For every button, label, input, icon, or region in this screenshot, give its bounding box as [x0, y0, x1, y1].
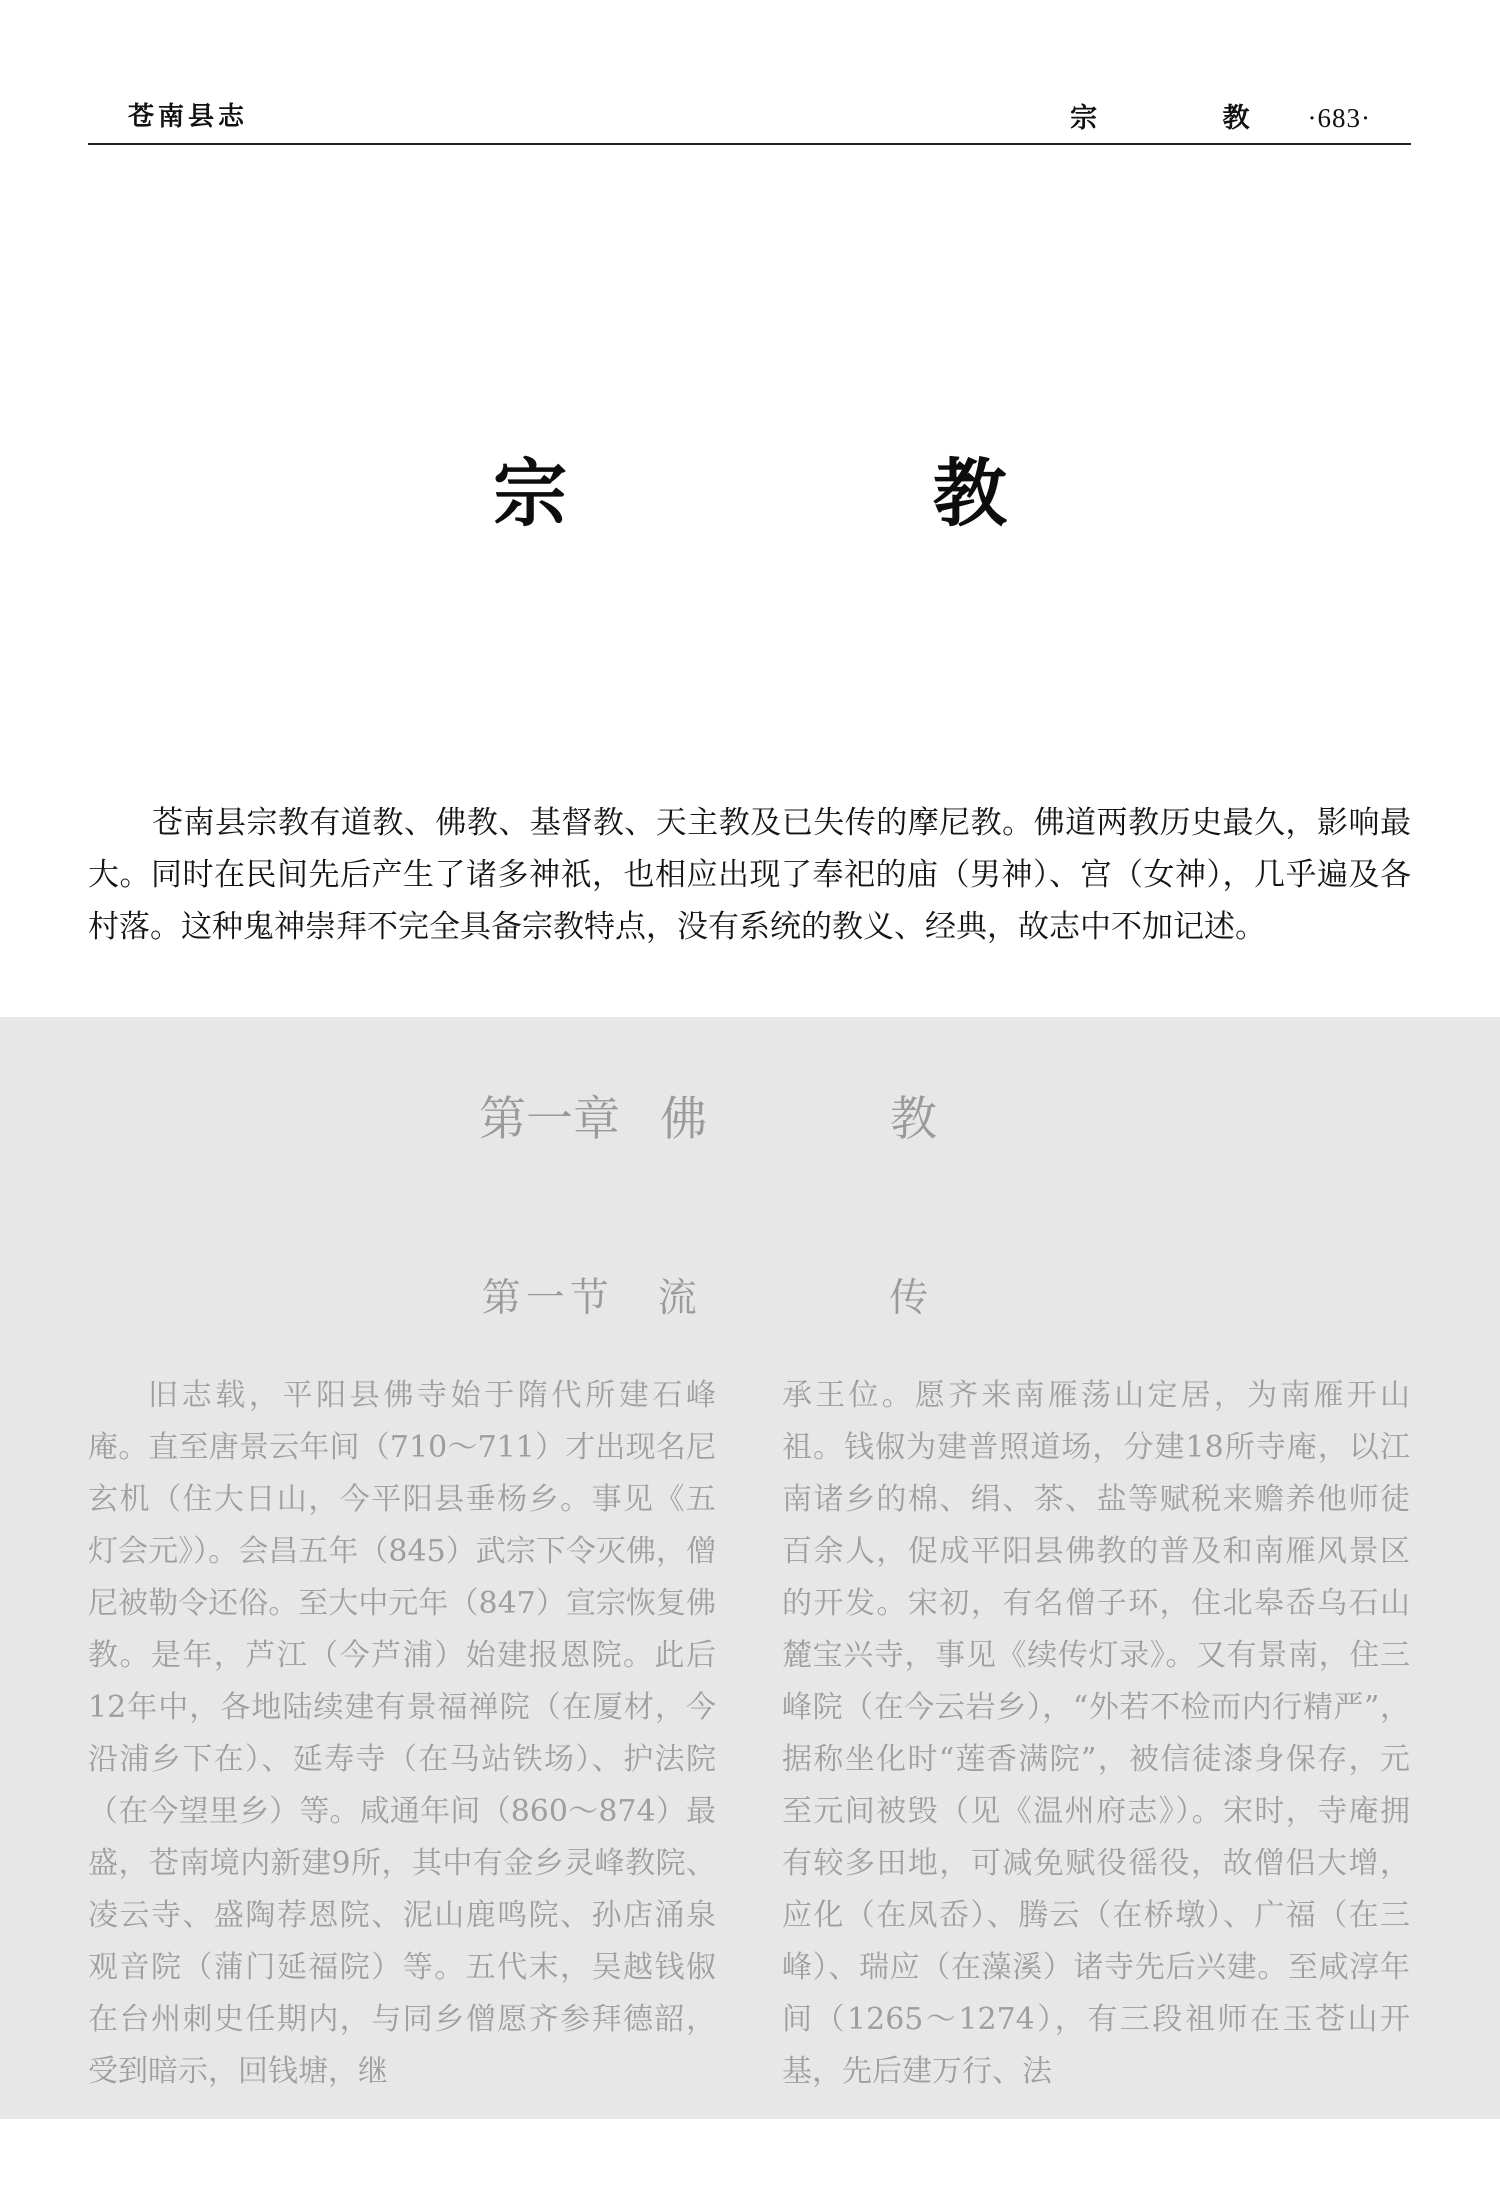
body-paragraph-continued: 承王位。愿齐来南雁荡山定居，为南雁开山祖。钱俶为建普照道场，分建18所寺庵，以江南诸乡的棉、绢、茶、盐等赋税来赡养他师徒百余人，促成平阳县佛教的普及和南雁风景区的开发。宋初，有名僧子环，住北皋岙乌石山麓宝兴寺，事见《续传灯录》。又有景南，住三峰院（在今云岩乡），“外若不检而内行精严”，据称坐化时“莲香满院”，被信徒漆身保存，元至元间被毁（见《温州府志》）。宋时，寺庵拥有较多田地，可减免赋役徭役，故僧侣大增，应化（在凤岙）、腾云（在桥墩）、广福（在三峰）、瑞应（在藻溪）诸寺先后兴建。至咸淳年间（1265～1274），有三段祖师在玉苍山开基，先后建万行、法	[782, 1378, 1410, 2089]
chapter-number: 第一章	[479, 1092, 621, 1147]
section-title	[0, 1267, 1500, 1323]
running-header	[88, 92, 1411, 132]
main-title: 宗 教	[493, 451, 1177, 537]
section-name: 宗 教	[1070, 103, 1308, 134]
body-column-left	[88, 1370, 716, 2098]
body-column-right	[782, 1370, 1410, 2098]
book-title: 苍南县志	[128, 102, 249, 132]
section-name-heading: 流 传	[657, 1276, 1019, 1321]
body-paragraph: 旧志载，平阳县佛寺始于隋代所建石峰庵。直至唐景云年间（710～711）才出现名尼玄机（住大日山，今平阳县垂杨乡。事见《五灯会元》）。会昌五年（845）武宗下令灭佛，僧尼被勒令还俗。至大中元年（847）宣宗恢复佛教。是年，芦江（今芦浦）始建报恩院。此后12年中，各地陆续建有景福禅院（在厦材，今沿浦乡下在）、延寿寺（在马站铁场）、护法院（在今望里乡）等。咸通年间（860～874）最盛，苍南境内新建9所，其中有金乡灵峰教院、凌云寺、盛陶荐恩院、泥山鹿鸣院、孙店涌泉观音院（蒲门延福院）等。五代末，吴越钱俶在台州刺史任期内，与同乡僧愿齐参拜德韶，受到暗示，回钱塘，继	[88, 1378, 716, 2089]
section-number: 第一节	[481, 1276, 614, 1321]
chapter-name: 佛 教	[660, 1092, 1021, 1147]
page-number: ·683·	[1307, 103, 1371, 133]
header-right	[1070, 96, 1371, 135]
header-rule	[88, 143, 1411, 145]
chapter-title	[0, 1082, 1500, 1149]
intro-paragraph: 苍南县宗教有道教、佛教、基督教、天主教及已失传的摩尼教。佛道两教历史最久，影响最大。同时在民间先后产生了诸多神祇，也相应出现了奉祀的庙（男神）、宫（女神），几乎遍及各村落。这种鬼神崇拜不完全具备宗教特点，没有系统的教义、经典，故志中不加记述。	[88, 805, 1411, 945]
